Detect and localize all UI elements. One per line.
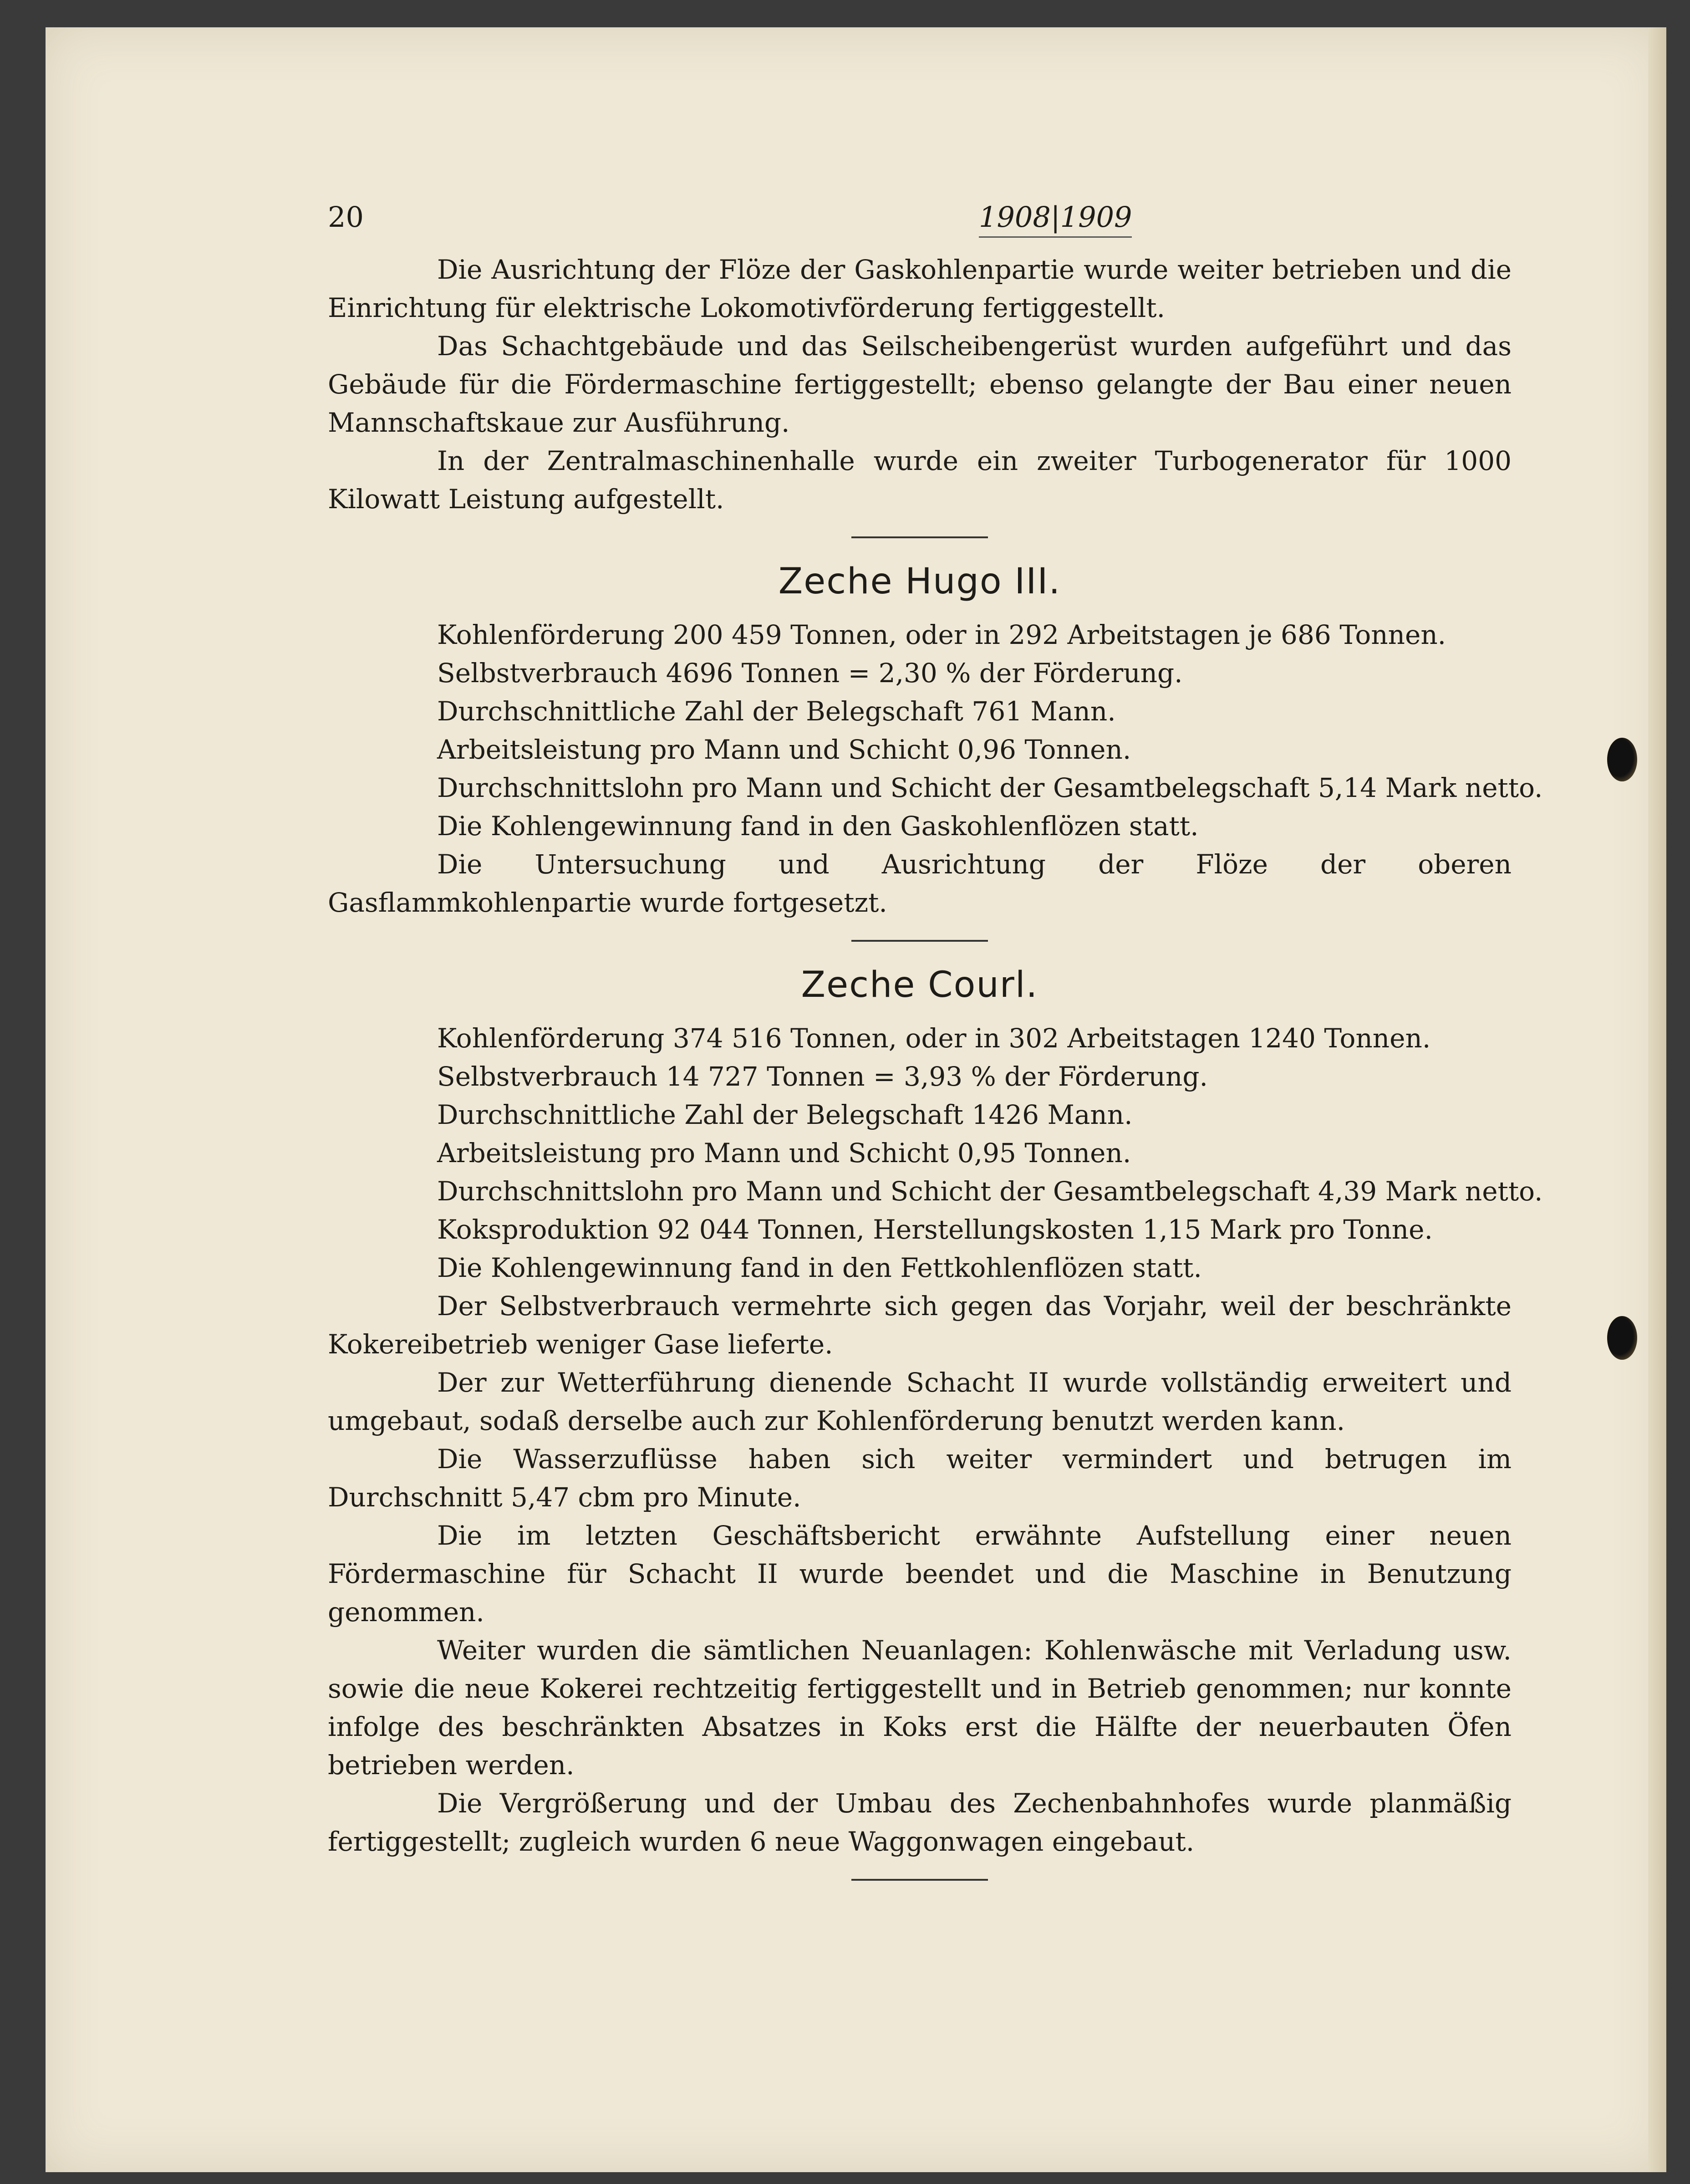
hugo3-line: Die Kohlengewinnung fand in den Gaskohlenflözen statt. xyxy=(437,811,1199,842)
document-page xyxy=(46,27,1666,2172)
hugo3-line: Durchschnittslohn pro Mann und Schicht der Gesamtbelegschaft 5,14 Mark netto. xyxy=(437,772,1543,803)
courl-paragraph: Der zur Wetterführung dienende Schacht II wurde vollständig erweitert und umgebaut, sodaß derselbe auch zur Kohlenförderung benutzt werden kann. xyxy=(328,1367,1512,1436)
courl-line: Kohlenförderung 374 516 Tonnen, oder in 302 Arbeitstagen 1240 Tonnen. xyxy=(437,1023,1431,1054)
section-divider-end xyxy=(851,1879,988,1881)
hugo3-title: Zeche Hugo III. xyxy=(778,561,1061,602)
year-heading: 1908|1909 xyxy=(979,200,1132,238)
section-divider-1 xyxy=(851,536,988,538)
courl-paragraph: Die im letzten Geschäftsbericht erwähnte Aufstellung einer neuen Fördermaschine für Schacht II wurde beendet und die Maschine in Benutzung genommen. xyxy=(328,1520,1512,1628)
courl-title: Zeche Courl. xyxy=(801,964,1038,1005)
courl-line: Selbstverbrauch 14 727 Tonnen = 3,93 % der Förderung. xyxy=(437,1061,1208,1092)
courl-line: Durchschnittslohn pro Mann und Schicht der Gesamtbelegschaft 4,39 Mark netto. xyxy=(437,1176,1543,1207)
courl-paragraph: Die Vergrößerung und der Umbau des Zechenbahnhofes wurde planmäßig fertiggestellt; zugleich wurden 6 neue Waggonwagen eingebaut. xyxy=(328,1788,1512,1857)
page-content xyxy=(282,200,1543,1903)
running-head xyxy=(328,200,1512,250)
courl-line: Arbeitsleistung pro Mann und Schicht 0,95 Tonnen. xyxy=(437,1138,1131,1169)
hugo3-line: Kohlenförderung 200 459 Tonnen, oder in 292 Arbeitstagen je 686 Tonnen. xyxy=(437,619,1446,650)
hugo3-line: Arbeitsleistung pro Mann und Schicht 0,96 Tonnen. xyxy=(437,734,1131,765)
courl-paragraph: Weiter wurden die sämtlichen Neuanlagen: Kohlenwäsche mit Verladung usw. sowie die neue Kokerei rechtzeitig fertiggestellt und in Betrieb genommen; nur konnte infolge des beschränkten Absatzes in Koks erst die Hälfte der neuerbauten Öfen betrieben werden. xyxy=(328,1635,1512,1781)
intro-paragraph-1: Die Ausrichtung der Flöze der Gaskohlenpartie wurde weiter betrieben und die Einrichtung für elektrische Lokomotivförderung fertiggestellt. xyxy=(328,254,1512,323)
hugo3-line: Durchschnittliche Zahl der Belegschaft 761 Mann. xyxy=(437,696,1116,727)
hugo3-paragraph: Die Untersuchung und Ausrichtung der Flöze der oberen Gasflammkohlenpartie wurde fortgesetzt. xyxy=(328,849,1512,918)
page-edge xyxy=(1648,27,1666,2172)
intro-paragraph-3: In der Zentralmaschinenhalle wurde ein zweiter Turbogenerator für 1000 Kilowatt Leistung aufgestellt. xyxy=(328,445,1512,515)
intro-paragraph-2: Das Schachtgebäude und das Seilscheibengerüst wurden aufgeführt und das Gebäude für die Fördermaschine fertiggestellt; ebenso gelangte der Bau einer neuen Mannschaftskaue zur Ausführung. xyxy=(328,331,1512,438)
courl-line: Koksproduktion 92 044 Tonnen, Herstellungskosten 1,15 Mark pro Tonne. xyxy=(437,1214,1433,1245)
courl-line: Durchschnittliche Zahl der Belegschaft 1426 Mann. xyxy=(437,1099,1133,1130)
courl-paragraph: Die Wasserzuflüsse haben sich weiter vermindert und betrugen im Durchschnitt 5,47 cbm pro Minute. xyxy=(328,1444,1512,1513)
punch-hole-lower xyxy=(1607,1316,1637,1360)
courl-paragraph: Der Selbstverbrauch vermehrte sich gegen das Vorjahr, weil der beschränkte Kokereibetrieb weniger Gase lieferte. xyxy=(328,1291,1512,1360)
courl-line: Die Kohlengewinnung fand in den Fettkohlenflözen statt. xyxy=(437,1252,1202,1283)
hugo3-section xyxy=(282,561,1543,922)
punch-hole-upper xyxy=(1607,738,1637,781)
hugo3-line: Selbstverbrauch 4696 Tonnen = 2,30 % der Förderung. xyxy=(437,658,1183,689)
section-divider-2 xyxy=(851,940,988,942)
page-number: 20 xyxy=(328,200,364,234)
intro-section xyxy=(282,250,1512,518)
courl-section xyxy=(282,964,1543,1861)
